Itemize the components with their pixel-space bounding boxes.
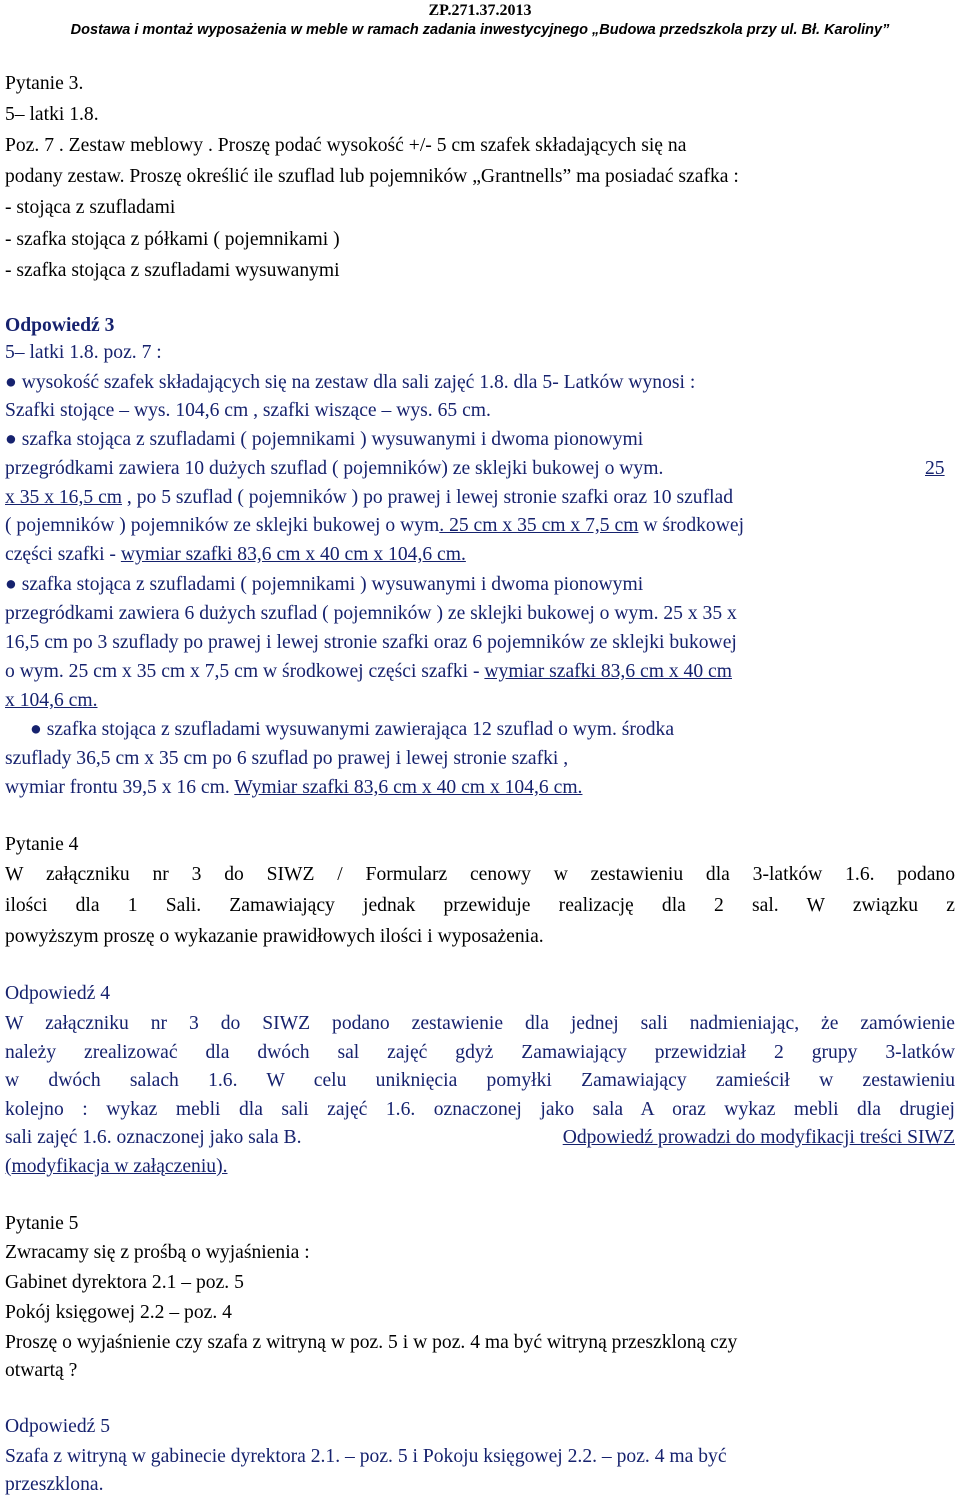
- question-3-line: - stojąca z szufladami: [5, 197, 176, 218]
- answer-4-line: kolejno : wykaz mebli dla sali zajęć 1.6. oznaczonej jako sala A oraz wykaz mebli dla drugiej: [5, 1099, 955, 1120]
- answer-5-line: Szafa z witryną w gabinecie dyrektora 2.1. – poz. 5 i Pokoju księgowej 2.2. – poz. 4 ma być: [5, 1446, 727, 1467]
- question-4-line: powyższym proszę o wykazanie prawidłowych ilości i wyposażenia.: [5, 926, 544, 947]
- answer-4-line: W załączniku nr 3 do SIWZ podano zestawienie dla jednej sali nadmieniając, że zamówienie: [5, 1013, 955, 1034]
- answer-3-title: Odpowiedź 3: [5, 315, 115, 336]
- question-5-line: otwartą ?: [5, 1360, 78, 1381]
- question-3-line: Poz. 7 . Zestaw meblowy . Proszę podać wysokość +/- 5 cm szafek składających się na: [5, 135, 687, 156]
- question-5-title: Pytanie 5: [5, 1213, 79, 1234]
- answer-3-line: o wym. 25 cm x 35 cm x 7,5 cm w środkowej części szafki - wymiar szafki 83,6 cm x 40 cm: [5, 661, 732, 682]
- reference-number: ZP.271.37.2013: [428, 2, 532, 19]
- question-3-line: podany zestaw. Proszę określić ile szuflad lub pojemników „Grantnells” ma posiadać szafka :: [5, 166, 739, 187]
- answer-3-line: 5– latki 1.8. poz. 7 :: [5, 342, 162, 363]
- question-3-line: - szafka stojąca z szufladami wysuwanymi: [5, 260, 340, 281]
- answer-3-line: x 35 x 16,5 cm , po 5 szuflad ( pojemników ) po prawej i lewej stronie szafki oraz 10 szuflad: [5, 487, 734, 508]
- question-5-line: Pokój księgowej 2.2 – poz. 4: [5, 1302, 232, 1323]
- answer-3-line: szuflady 36,5 cm x 35 cm po 6 szuflad po prawej i lewej stronie szafki ,: [5, 748, 569, 769]
- answer-3-line: ● szafka stojąca z szufladami ( pojemnikami ) wysuwanymi i dwoma pionowymi: [5, 429, 644, 450]
- answer-3-line: przegródkami zawiera 10 dużych szuflad ( pojemników) ze sklejki bukowej o wym. 25: [5, 458, 945, 479]
- question-4-line: W załączniku nr 3 do SIWZ / Formularz cenowy w zestawieniu dla 3-latków 1.6. podano: [5, 864, 955, 885]
- answer-3-line: 16,5 cm po 3 szuflady po prawej i lewej stronie szafki oraz 6 pojemników ze sklejki bukowej: [5, 632, 737, 653]
- answer-3-line: wymiar frontu 39,5 x 16 cm. Wymiar szafki 83,6 cm x 40 cm x 104,6 cm.: [5, 777, 583, 798]
- answer-4-line: należy zrealizować dla dwóch sal zajęć gdyż Zamawiający przewidział 2 grupy 3-latków: [5, 1042, 955, 1063]
- question-4-line: ilości dla 1 Sali. Zamawiający jednak przewiduje realizację dla 2 sal. W związku z: [5, 895, 955, 916]
- answer-3-line: ● wysokość szafek składających się na zestaw dla sali zajęć 1.8. dla 5- Latków wynosi :: [5, 372, 696, 393]
- answer-5-title: Odpowiedź 5: [5, 1416, 111, 1437]
- question-5-line: Proszę o wyjaśnienie czy szafa z witryną w poz. 5 i w poz. 4 ma być witryną przeszkloną czy: [5, 1332, 738, 1353]
- answer-3-line: Szafki stojące – wys. 104,6 cm , szafki wiszące – wys. 65 cm.: [5, 400, 491, 421]
- answer-4-line: (modyfikacja w załączeniu).: [5, 1156, 228, 1177]
- answer-3-line: przegródkami zawiera 6 dużych szuflad ( pojemników ) ze sklejki bukowej o wym. 25 x 35 x: [5, 603, 737, 624]
- question-3-line: 5– latki 1.8.: [5, 104, 99, 125]
- answer-3-line: ● szafka stojąca z szufladami wysuwanymi zawierająca 12 szuflad o wym. środka: [30, 719, 675, 740]
- question-4-title: Pytanie 4: [5, 834, 79, 855]
- question-5-line: Gabinet dyrektora 2.1 – poz. 5: [5, 1272, 244, 1293]
- answer-3-line: ( pojemników ) pojemników ze sklejki bukowej o wym. 25 cm x 35 cm x 7,5 cm w środkowej: [5, 515, 745, 536]
- question-5-line: Zwracamy się z prośbą o wyjaśnienia :: [5, 1242, 310, 1263]
- answer-5-line: przeszklona.: [5, 1474, 104, 1495]
- question-3-title: Pytanie 3.: [5, 73, 84, 94]
- question-3-line: - szafka stojąca z półkami ( pojemnikami ): [5, 229, 340, 250]
- answer-3-line: części szafki - wymiar szafki 83,6 cm x 40 cm x 104,6 cm.: [5, 544, 466, 565]
- answer-3-line: x 104,6 cm.: [5, 690, 98, 711]
- answer-4-title: Odpowiedź 4: [5, 983, 111, 1004]
- answer-3-line: ● szafka stojąca z szufladami ( pojemnikami ) wysuwanymi i dwoma pionowymi: [5, 574, 644, 595]
- answer-4-line: w dwóch salach 1.6. W celu uniknięcia pomyłki Zamawiający zamieścił w zestawieniu: [5, 1070, 955, 1091]
- answer-4-line: sali zajęć 1.6. oznaczonej jako sala B. Odpowiedź prowadzi do modyfikacji treści SIWZ: [5, 1127, 955, 1148]
- tender-subject: Dostawa i montaż wyposażenia w meble w ramach zadania inwestycyjnego „Budowa przedszkola przy ul. Bł. Karoliny”: [70, 22, 890, 38]
